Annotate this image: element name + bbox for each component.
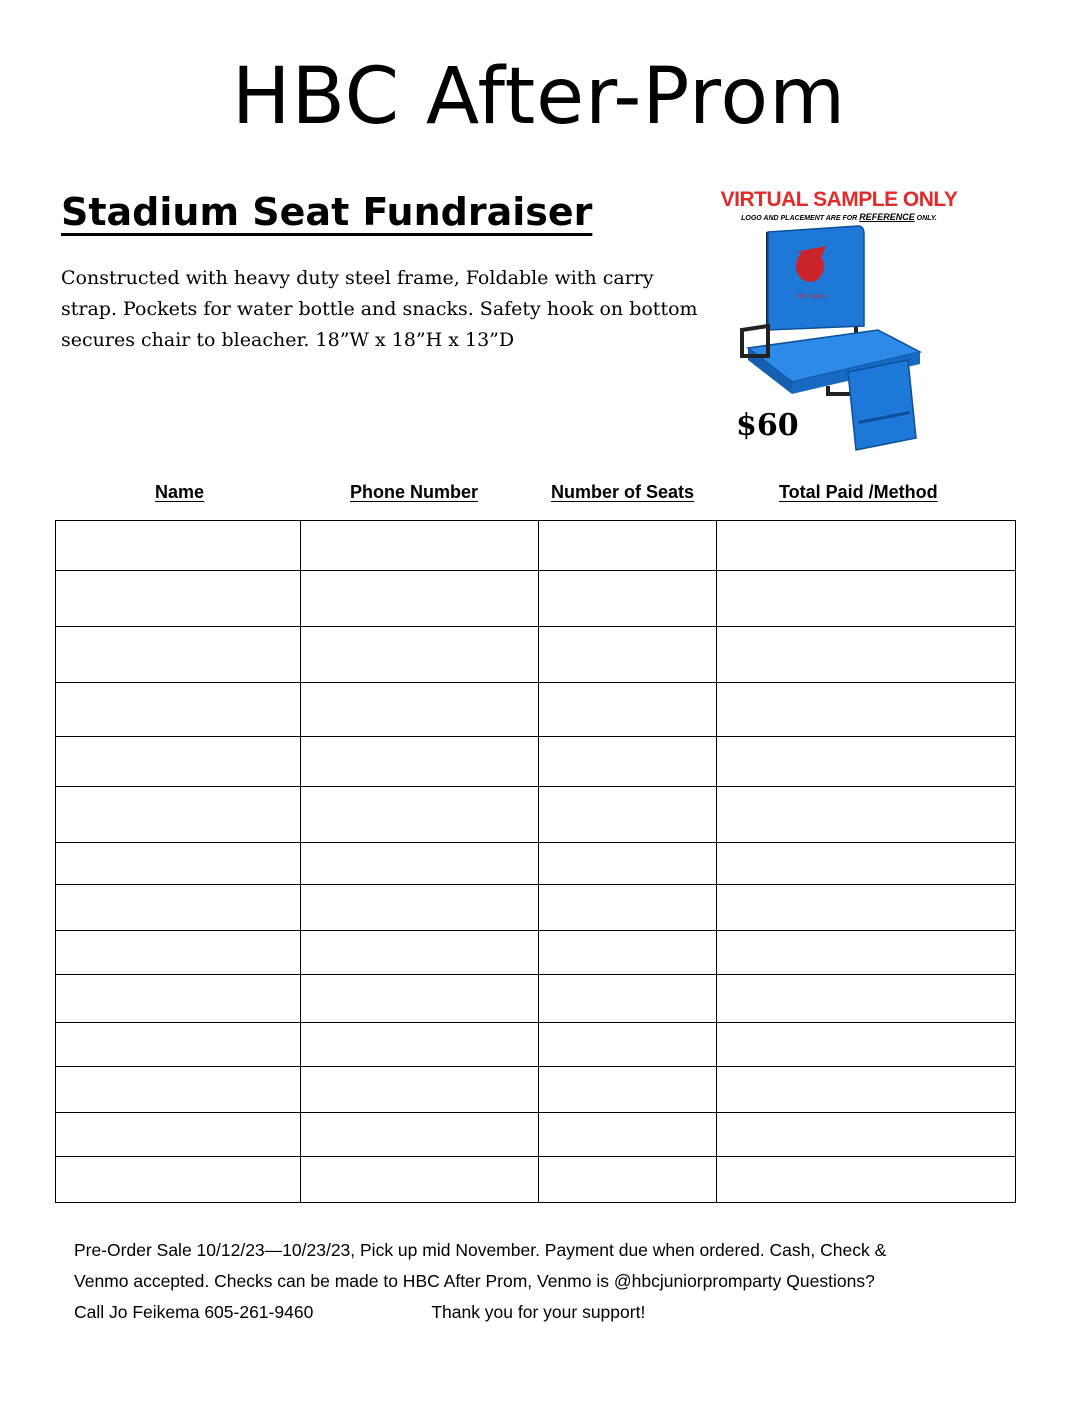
name-cell[interactable]	[56, 843, 301, 885]
table-row	[56, 1023, 1016, 1067]
name-cell[interactable]	[56, 885, 301, 931]
phone-number-cell[interactable]	[301, 571, 539, 627]
number-of-seats-cell[interactable]	[539, 571, 717, 627]
name-cell[interactable]	[56, 1113, 301, 1157]
total-paid-method-cell[interactable]	[717, 1067, 1016, 1113]
table-row	[56, 521, 1016, 571]
table-row	[56, 1113, 1016, 1157]
number-of-seats-cell[interactable]	[539, 931, 717, 975]
phone-number-cell[interactable]	[301, 1113, 539, 1157]
phone-number-cell[interactable]	[301, 1067, 539, 1113]
table-row	[56, 627, 1016, 683]
table-row	[56, 737, 1016, 787]
phone-number-cell[interactable]	[301, 1157, 539, 1203]
total-paid-method-cell[interactable]	[717, 975, 1016, 1023]
total-paid-method-cell[interactable]	[717, 521, 1016, 571]
footer-line-1: Pre-Order Sale 10/12/23—10/23/23, Pick up mid November. Payment due when ordered. Cash, Check &	[74, 1240, 887, 1260]
name-cell[interactable]	[56, 627, 301, 683]
sample-disclaimer-text: LOGO AND PLACEMENT ARE FOR	[741, 215, 860, 222]
header-number-of-seats: Number of Seats	[551, 482, 695, 502]
table-row	[56, 571, 1016, 627]
total-paid-method-cell[interactable]	[717, 737, 1016, 787]
phone-number-cell[interactable]	[301, 1023, 539, 1067]
seat-logo-text: HBC Patriots	[797, 294, 827, 300]
number-of-seats-cell[interactable]	[539, 1113, 717, 1157]
virtual-sample-heading: VIRTUAL SAMPLE ONLY	[720, 188, 958, 211]
total-paid-method-cell[interactable]	[717, 571, 1016, 627]
total-paid-method-cell[interactable]	[717, 683, 1016, 737]
footer-notes	[74, 1235, 1004, 1328]
sample-disclaimer-reference: REFERENCE	[859, 212, 915, 222]
number-of-seats-cell[interactable]	[539, 975, 717, 1023]
phone-number-cell[interactable]	[301, 521, 539, 571]
phone-number-cell[interactable]	[301, 885, 539, 931]
footer-line-2: Venmo accepted. Checks can be made to HBC After Prom, Venmo is @hbcjuniorpromparty Questions?	[74, 1271, 875, 1291]
total-paid-method-cell[interactable]	[717, 627, 1016, 683]
name-cell[interactable]	[56, 737, 301, 787]
name-cell[interactable]	[56, 931, 301, 975]
header-total-paid-method: Total Paid /Method	[779, 482, 938, 502]
name-cell[interactable]	[56, 975, 301, 1023]
total-paid-method-cell[interactable]	[717, 885, 1016, 931]
table-row	[56, 1157, 1016, 1203]
name-cell[interactable]	[56, 1067, 301, 1113]
order-form-table	[55, 520, 1016, 1203]
header-phone-number: Phone Number	[350, 482, 479, 502]
contact-info: Call Jo Feikema 605-261-9460	[74, 1302, 314, 1322]
total-paid-method-cell[interactable]	[717, 1113, 1016, 1157]
total-paid-method-cell[interactable]	[717, 931, 1016, 975]
phone-number-cell[interactable]	[301, 737, 539, 787]
phone-number-cell[interactable]	[301, 975, 539, 1023]
phone-number-cell[interactable]	[301, 843, 539, 885]
header-name: Name	[155, 482, 205, 502]
number-of-seats-cell[interactable]	[539, 885, 717, 931]
phone-number-cell[interactable]	[301, 931, 539, 975]
number-of-seats-cell[interactable]	[539, 1157, 717, 1203]
table-row	[56, 931, 1016, 975]
sample-disclaimer-end: ONLY.	[914, 215, 937, 222]
number-of-seats-cell[interactable]	[539, 843, 717, 885]
table-row	[56, 843, 1016, 885]
total-paid-method-cell[interactable]	[717, 1023, 1016, 1067]
price-label: $60	[736, 408, 799, 443]
phone-number-cell[interactable]	[301, 683, 539, 737]
phone-number-cell[interactable]	[301, 787, 539, 843]
product-description: Constructed with heavy duty steel frame, Foldable with carry strap. Pockets for water bottle and snacks. Safety hook on bottom secures chair to bleacher. 18”W x 18”H x 13”D	[61, 267, 698, 351]
footer-line-3	[74, 1297, 1004, 1328]
table-row	[56, 787, 1016, 843]
name-cell[interactable]	[56, 1157, 301, 1203]
name-cell[interactable]	[56, 787, 301, 843]
number-of-seats-cell[interactable]	[539, 683, 717, 737]
table-row	[56, 1067, 1016, 1113]
total-paid-method-cell[interactable]	[717, 1157, 1016, 1203]
page-title: HBC After-Prom	[231, 52, 847, 142]
table-row	[56, 885, 1016, 931]
table-row	[56, 975, 1016, 1023]
number-of-seats-cell[interactable]	[539, 1067, 717, 1113]
name-cell[interactable]	[56, 521, 301, 571]
thank-you-note: Thank you for your support!	[431, 1302, 646, 1322]
number-of-seats-cell[interactable]	[539, 1023, 717, 1067]
name-cell[interactable]	[56, 571, 301, 627]
fundraiser-subtitle: Stadium Seat Fundraiser	[61, 190, 593, 234]
number-of-seats-cell[interactable]	[539, 737, 717, 787]
number-of-seats-cell[interactable]	[539, 627, 717, 683]
name-cell[interactable]	[56, 683, 301, 737]
number-of-seats-cell[interactable]	[539, 787, 717, 843]
number-of-seats-cell[interactable]	[539, 521, 717, 571]
name-cell[interactable]	[56, 1023, 301, 1067]
phone-number-cell[interactable]	[301, 627, 539, 683]
total-paid-method-cell[interactable]	[717, 787, 1016, 843]
total-paid-method-cell[interactable]	[717, 843, 1016, 885]
table-row	[56, 683, 1016, 737]
